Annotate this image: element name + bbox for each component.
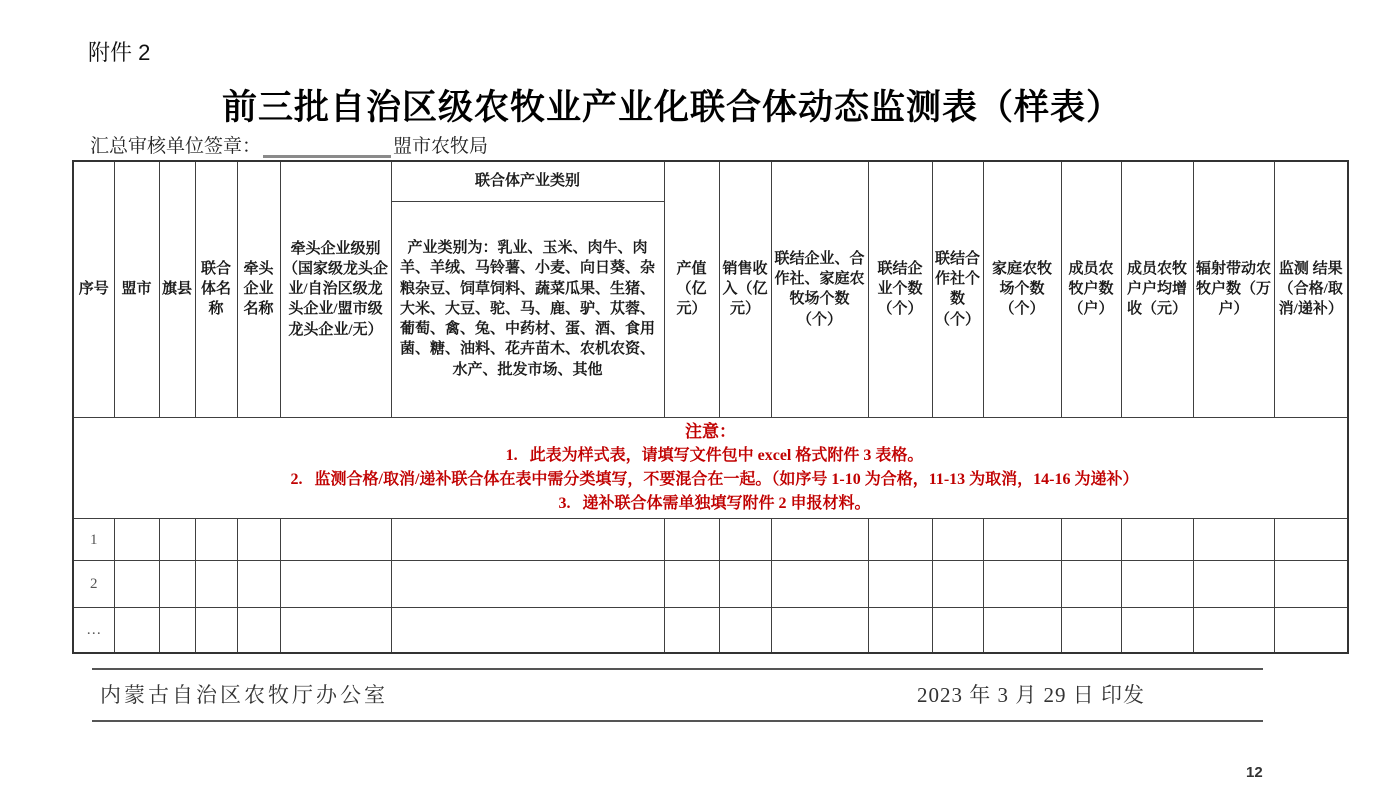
table-cell [932, 519, 983, 561]
row-index-cell: … [73, 608, 114, 653]
col-header-linked-total-count: 联结企业、合作社、家庭农牧场个数（个） [771, 161, 868, 417]
table-cell [664, 519, 719, 561]
table-cell [868, 608, 932, 653]
table-cell [1061, 608, 1121, 653]
note-item [76, 468, 1345, 492]
col-header-seq: 序号 [73, 161, 114, 417]
col-header-industry-category-group: 联合体产业类别 [391, 161, 664, 201]
page-title: 前三批自治区级农牧业产业化联合体动态监测表（样表） [221, 88, 1122, 127]
table-row [73, 608, 1348, 653]
col-header-output-value: 产值（亿元） [664, 161, 719, 417]
col-header-radiated-households: 辐射带动农牧户数（万户） [1193, 161, 1274, 417]
industry-category-description: 产业类别为：乳业、玉米、肉牛、肉羊、羊绒、马铃薯、小麦、向日葵、杂粮杂豆、饲草饲料、蔬菜瓜果、生猪、大米、大豆、驼、马、鹿、驴、苁蓉、葡萄、禽、兔、中药材、蛋、酒、食用菌、糖、油料、花卉苗木、农机农资、水产、批发市场、其他 [391, 201, 664, 417]
table-cell [983, 608, 1061, 653]
notes-row [73, 417, 1348, 519]
col-header-lead-enterprise-name: 牵头企业名称 [237, 161, 280, 417]
table-cell [159, 561, 195, 608]
notes-cell [73, 417, 1348, 519]
issue-date: 2023 年 3 月 29 日 印发 [917, 683, 1145, 707]
signature-blank [263, 135, 391, 158]
note-text: 监测合格/取消/递补联合体在表中需分类填写，不要混合在一起。（如序号 1-10 为合格，11-13 为取消，14-16 为递补） [314, 471, 1139, 489]
note-number: 1. [505, 447, 518, 465]
notes-title: 注意： [685, 421, 736, 441]
table-cell [1121, 561, 1193, 608]
table-cell [391, 519, 664, 561]
table-cell [1274, 519, 1348, 561]
table-row [73, 561, 1348, 608]
table-cell [1274, 608, 1348, 653]
table-cell [932, 608, 983, 653]
table-cell [391, 608, 664, 653]
signature-line [90, 131, 488, 158]
row-index-cell: 1 [73, 519, 114, 561]
attachment-label: 附件 2 [88, 40, 151, 65]
issuer-name: 内蒙古自治区农牧厅办公室 [100, 683, 388, 707]
table-cell [868, 519, 932, 561]
table-cell [114, 608, 159, 653]
row-index-cell: 2 [73, 561, 114, 608]
monitoring-table [72, 160, 1349, 654]
table-cell [159, 608, 195, 653]
table-cell [237, 519, 280, 561]
col-header-member-households: 成员农牧户数（户） [1061, 161, 1121, 417]
table-cell [771, 561, 868, 608]
table-cell [1193, 519, 1274, 561]
col-header-lead-enterprise-level: 牵头企业级别（国家级龙头企业/自治区级龙头企业/盟市级龙头企业/无） [280, 161, 391, 417]
table-cell [1061, 519, 1121, 561]
table-cell [114, 561, 159, 608]
col-header-avg-income-increase: 成员农牧户户均增收（元） [1121, 161, 1193, 417]
col-header-sales-revenue: 销售收入（亿元） [719, 161, 771, 417]
table-cell [114, 519, 159, 561]
signature-suffix: 盟市农牧局 [393, 136, 489, 157]
note-number: 3. [558, 495, 571, 513]
header-row [73, 161, 1348, 201]
table-cell [719, 561, 771, 608]
table-cell [237, 561, 280, 608]
table-cell [195, 519, 237, 561]
table-cell [1121, 608, 1193, 653]
col-header-linked-enterprises: 联结企业个数（个） [868, 161, 932, 417]
table-cell [280, 519, 391, 561]
note-text: 此表为样式表，请填写文件包中 excel 格式附件 3 表格。 [529, 447, 924, 465]
table-cell [1193, 608, 1274, 653]
table-cell [868, 561, 932, 608]
table-cell [1121, 519, 1193, 561]
signature-label: 汇总审核单位签章： [90, 136, 262, 157]
table-cell [195, 608, 237, 653]
table-cell [664, 608, 719, 653]
table-cell [195, 561, 237, 608]
table-cell [1061, 561, 1121, 608]
table-cell [932, 561, 983, 608]
col-header-banner-county: 旗县 [159, 161, 195, 417]
document-footer [92, 668, 1263, 722]
table-cell [719, 608, 771, 653]
table-cell [1193, 561, 1274, 608]
note-text: 递补联合体需单独填写附件 2 申报材料。 [582, 495, 871, 513]
table-cell [280, 608, 391, 653]
col-header-consortium-name: 联合体名称 [195, 161, 237, 417]
table-cell [983, 519, 1061, 561]
table-cell [391, 561, 664, 608]
col-header-league-city: 盟市 [114, 161, 159, 417]
note-item [76, 492, 1345, 516]
table-cell [771, 519, 868, 561]
table-cell [1274, 561, 1348, 608]
table-cell [771, 608, 868, 653]
table-cell [664, 561, 719, 608]
page-number: 12 [1246, 764, 1263, 781]
note-number: 2. [290, 471, 303, 489]
table-cell [719, 519, 771, 561]
table-cell [280, 561, 391, 608]
table-cell [237, 608, 280, 653]
table-cell [983, 561, 1061, 608]
note-item [76, 444, 1345, 468]
col-header-family-farms: 家庭农牧场个数（个） [983, 161, 1061, 417]
col-header-monitor-result: 监测 结果（合格/取消/递补） [1274, 161, 1348, 417]
table-row [73, 519, 1348, 561]
col-header-linked-cooperatives: 联结合作社个数（个） [932, 161, 983, 417]
table-cell [159, 519, 195, 561]
